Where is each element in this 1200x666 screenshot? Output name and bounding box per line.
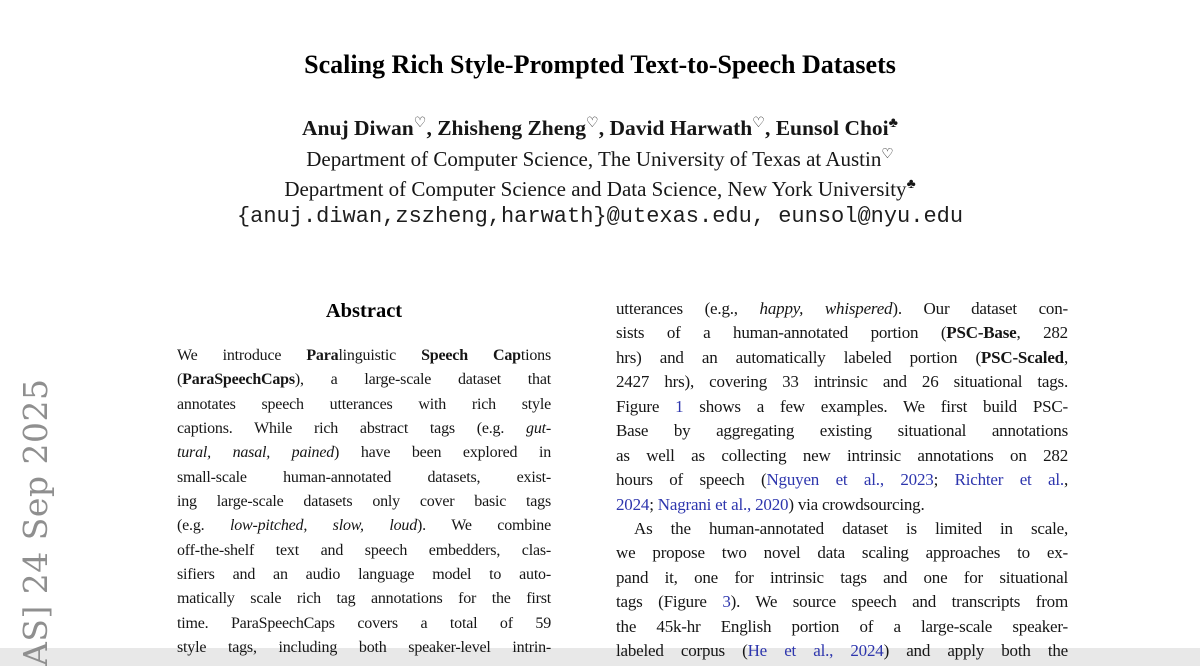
text-line: hours of speech (Nguyen et al., 2023; Richter et al., bbox=[616, 470, 1069, 490]
text-run: low-pitched, slow, loud bbox=[229, 517, 418, 535]
text-run: Eunsol Choi bbox=[775, 116, 889, 140]
author-line bbox=[0, 116, 1200, 141]
text-run: , bbox=[598, 116, 610, 140]
text-line: time. ParaSpeechCaps covers a total of 59 bbox=[177, 614, 551, 632]
text-line: matically scale rich tag annotations for the first bbox=[177, 590, 551, 608]
text-line: captions. While rich abstract tags (e.g. gut- bbox=[177, 420, 551, 438]
citation-link[interactable]: Nguyen et al., 2023 bbox=[766, 470, 934, 490]
text-run: ♡ bbox=[586, 114, 599, 131]
citation-link[interactable]: He et al., 2024 bbox=[747, 641, 884, 661]
text-run: tural, nasal, pained bbox=[177, 444, 335, 462]
arxiv-watermark: AS] 24 Sep 2025 bbox=[16, 378, 55, 666]
text-line: Base by aggregating existing situational annotations bbox=[616, 421, 1068, 441]
text-run: ♡ bbox=[881, 146, 894, 161]
text-line: pand it, one for intrinsic tags and one for situational bbox=[616, 567, 1068, 587]
text-line: small-scale human-annotated datasets, exist- bbox=[177, 468, 551, 486]
text-run: gut- bbox=[526, 420, 551, 438]
text-run: ♡ bbox=[752, 114, 765, 131]
text-line: annotates speech utterances with rich style bbox=[177, 395, 551, 413]
affiliation-line-2: Department of Computer Science and Data Science, New York University♣ bbox=[284, 176, 916, 201]
text-run: Speech Cap bbox=[421, 347, 521, 364]
text-run: PSC-Scaled bbox=[980, 347, 1064, 367]
text-line: Figure 1 shows a few examples. We first build PSC- bbox=[616, 396, 1069, 416]
text-run: happy, whispered bbox=[759, 299, 893, 318]
text-line: We introduce Paralinguistic Speech Captions bbox=[177, 347, 551, 364]
text-run: ♡ bbox=[413, 114, 427, 131]
affiliation-line-1: Department of Computer Science, The University of Texas at Austin♡ bbox=[306, 146, 894, 171]
text-run: ParaSpeechCaps bbox=[182, 371, 295, 389]
text-line: we propose two novel data scaling approaches to ex- bbox=[616, 543, 1068, 563]
text-line: ing large-scale datasets only cover basic tags bbox=[177, 493, 551, 511]
text-run: ♣ bbox=[888, 114, 898, 131]
text-line: 2024; Nagrani et al., 2020) via crowdsourcing. bbox=[616, 494, 925, 514]
text-run: PSC-Base bbox=[946, 323, 1017, 343]
text-run: Zhisheng Zheng bbox=[437, 116, 586, 140]
abstract-heading: Abstract bbox=[325, 300, 403, 322]
text-line: hrs) and an automatically labeled portion (PSC-Scaled, bbox=[616, 347, 1068, 367]
author-emails: {anuj.diwan,zszheng,harwath}@utexas.edu, eunsol@nyu.edu bbox=[236, 204, 964, 229]
body-column bbox=[616, 297, 1068, 664]
text-line: (e.g. low-pitched, slow, loud). We combine bbox=[177, 517, 551, 535]
text-line: tags (Figure 3). We source speech and transcripts from bbox=[616, 592, 1068, 612]
citation-link[interactable]: 2024 bbox=[616, 494, 650, 514]
text-line: sifiers and an audio language model to auto- bbox=[177, 566, 551, 584]
text-run: Anuj Diwan bbox=[302, 116, 414, 140]
text-run: David Harwath bbox=[609, 116, 753, 140]
text-line: 2427 hrs), covering 33 intrinsic and 26 situational tags. bbox=[616, 372, 1068, 392]
text-run: , bbox=[764, 116, 776, 140]
citation-link[interactable]: 1 bbox=[675, 396, 684, 416]
text-line: the 45k-hr English portion of a large-scale speaker- bbox=[616, 616, 1068, 636]
text-line: style tags, including both speaker-level intrin- bbox=[177, 639, 551, 657]
text-line: tural, nasal, pained) have been explored in bbox=[177, 444, 551, 462]
citation-link[interactable]: Nagrani et al., 2020 bbox=[657, 494, 789, 514]
text-run: Para bbox=[306, 347, 339, 364]
text-line: utterances (e.g., happy, whispered). Our dataset con- bbox=[616, 299, 1068, 318]
text-line: (ParaSpeechCaps), a large-scale dataset that bbox=[177, 371, 551, 389]
text-line: labeled corpus (He et al., 2024) and apply both the bbox=[616, 641, 1069, 661]
abstract-column bbox=[177, 344, 551, 660]
citation-link[interactable]: Richter et al. bbox=[954, 470, 1064, 490]
text-line: As the human-annotated dataset is limited in scale, bbox=[634, 518, 1068, 538]
paper-title: Scaling Rich Style-Prompted Text-to-Speech Datasets bbox=[304, 50, 896, 79]
text-run: ♣ bbox=[906, 176, 916, 191]
text-line: sists of a human-annotated portion (PSC-Base, 282 bbox=[616, 323, 1068, 343]
text-run: , bbox=[426, 116, 438, 140]
citation-link[interactable]: 3 bbox=[722, 592, 731, 612]
text-line: off-the-shelf text and speech embedders, clas- bbox=[177, 541, 551, 559]
text-line: as well as collecting new intrinsic annotations on 282 bbox=[616, 445, 1068, 465]
